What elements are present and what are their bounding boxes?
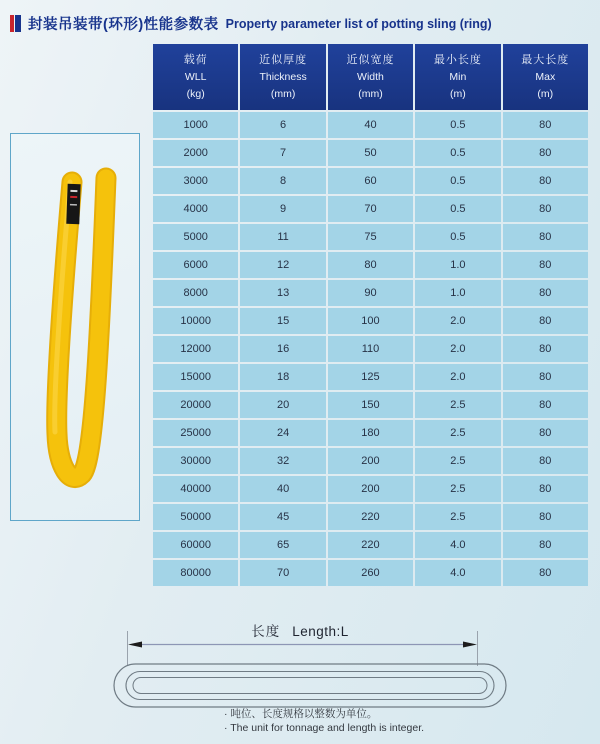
- table-cell: 50: [328, 140, 413, 166]
- table-cell: 90: [328, 280, 413, 306]
- sling-label-tag: [66, 184, 80, 224]
- table-cell: 12000: [153, 336, 238, 362]
- table-cell: 4.0: [415, 532, 500, 558]
- table-row: [153, 224, 588, 250]
- table-row: [153, 336, 588, 362]
- table-cell: 100: [328, 308, 413, 334]
- note-en: · The unit for tonnage and length is integer.: [224, 722, 425, 735]
- table-cell: 80: [503, 364, 588, 390]
- table-cell: 260: [328, 560, 413, 586]
- table-cell: 2.0: [415, 336, 500, 362]
- left-arrowhead-icon: [128, 642, 142, 648]
- spec-table: [151, 42, 590, 588]
- table-cell: 80: [328, 252, 413, 278]
- table-row: [153, 448, 588, 474]
- table-cell: 6000: [153, 252, 238, 278]
- table-row: [153, 532, 588, 558]
- table-cell: 15: [240, 308, 325, 334]
- table-cell: 7: [240, 140, 325, 166]
- table-cell: 9: [240, 196, 325, 222]
- table-row: [153, 308, 588, 334]
- table-cell: 1.0: [415, 252, 500, 278]
- table-cell: 8000: [153, 280, 238, 306]
- table-cell: 24: [240, 420, 325, 446]
- table-cell: 60: [328, 168, 413, 194]
- sling-inner-outline: [133, 678, 487, 694]
- table-cell: 0.5: [415, 168, 500, 194]
- table-cell: 12: [240, 252, 325, 278]
- table-cell: 80: [503, 392, 588, 418]
- table-cell: 16: [240, 336, 325, 362]
- spec-table-header: [153, 44, 588, 110]
- table-row: [153, 560, 588, 586]
- table-row: [153, 140, 588, 166]
- table-cell: 200: [328, 476, 413, 502]
- sling-middle-outline: [126, 672, 494, 700]
- table-cell: 80: [503, 308, 588, 334]
- table-row: [153, 168, 588, 194]
- table-cell: 11: [240, 224, 325, 250]
- table-cell: 80: [503, 168, 588, 194]
- table-cell: 2.5: [415, 420, 500, 446]
- footnotes: [224, 707, 424, 735]
- table-cell: 40: [240, 476, 325, 502]
- table-cell: 40000: [153, 476, 238, 502]
- table-cell: 220: [328, 504, 413, 530]
- table-cell: 20000: [153, 392, 238, 418]
- table-cell: 10000: [153, 308, 238, 334]
- table-cell: 80: [503, 504, 588, 530]
- table-row: [153, 112, 588, 138]
- col-header-thickness: 近似厚度 Thickness (mm): [240, 44, 325, 110]
- table-cell: 80: [503, 252, 588, 278]
- table-row: [153, 280, 588, 306]
- table-row: [153, 476, 588, 502]
- table-cell: 80: [503, 560, 588, 586]
- table-cell: 3000: [153, 168, 238, 194]
- table-cell: 1000: [153, 112, 238, 138]
- col-header-width: 近似宽度 Width (mm): [328, 44, 413, 110]
- table-cell: 2.0: [415, 364, 500, 390]
- table-cell: 80: [503, 140, 588, 166]
- length-dimension-label: 长度 Length:L: [251, 624, 349, 639]
- table-cell: 80: [503, 448, 588, 474]
- table-cell: 80: [503, 196, 588, 222]
- table-cell: 125: [328, 364, 413, 390]
- table-cell: 2.5: [415, 504, 500, 530]
- table-cell: 50000: [153, 504, 238, 530]
- table-cell: 6: [240, 112, 325, 138]
- table-cell: 15000: [153, 364, 238, 390]
- table-cell: 80: [503, 336, 588, 362]
- table-cell: 110: [328, 336, 413, 362]
- table-cell: 45: [240, 504, 325, 530]
- table-cell: 220: [328, 532, 413, 558]
- round-sling-photo: [11, 134, 139, 520]
- product-photo-frame: [10, 133, 140, 521]
- table-cell: 0.5: [415, 224, 500, 250]
- table-cell: 80: [503, 532, 588, 558]
- spec-table-body: [153, 112, 588, 586]
- table-cell: 2000: [153, 140, 238, 166]
- table-cell: 65: [240, 532, 325, 558]
- table-cell: 180: [328, 420, 413, 446]
- table-cell: 80: [503, 112, 588, 138]
- table-cell: 8: [240, 168, 325, 194]
- page-title-en: Property parameter list of potting sling (ring): [225, 16, 492, 31]
- table-cell: 200: [328, 448, 413, 474]
- table-cell: 80: [503, 420, 588, 446]
- table-cell: 20: [240, 392, 325, 418]
- table-cell: 18: [240, 364, 325, 390]
- col-header-max-length: 最大长度 Max (m): [503, 44, 588, 110]
- sling-outer-outline: [114, 664, 506, 707]
- table-cell: 25000: [153, 420, 238, 446]
- table-row: [153, 392, 588, 418]
- table-row: [153, 420, 588, 446]
- table-cell: 80: [503, 280, 588, 306]
- table-row: [153, 364, 588, 390]
- table-cell: 4.0: [415, 560, 500, 586]
- table-cell: 75: [328, 224, 413, 250]
- table-cell: 2.5: [415, 448, 500, 474]
- note-zh: · 吨位、长度规格以整数为单位。: [224, 708, 378, 720]
- table-cell: 1.0: [415, 280, 500, 306]
- page-title-zh: 封装吊装带(环形)性能参数表: [28, 17, 219, 33]
- table-cell: 80: [503, 476, 588, 502]
- table-cell: 30000: [153, 448, 238, 474]
- table-cell: 2.5: [415, 476, 500, 502]
- title-marker-icon: [10, 15, 21, 32]
- right-arrowhead-icon: [463, 642, 477, 648]
- table-cell: 80000: [153, 560, 238, 586]
- table-cell: 2.0: [415, 308, 500, 334]
- table-cell: 60000: [153, 532, 238, 558]
- table-row: [153, 252, 588, 278]
- table-cell: 32: [240, 448, 325, 474]
- page-title-row: [10, 13, 492, 34]
- table-row: [153, 196, 588, 222]
- table-cell: 0.5: [415, 140, 500, 166]
- col-header-wll: 载荷 WLL (kg): [153, 44, 238, 110]
- table-cell: 80: [503, 224, 588, 250]
- table-cell: 0.5: [415, 112, 500, 138]
- table-cell: 40: [328, 112, 413, 138]
- col-header-min-length: 最小长度 Min (m): [415, 44, 500, 110]
- table-cell: 4000: [153, 196, 238, 222]
- table-cell: 70: [328, 196, 413, 222]
- table-cell: 0.5: [415, 196, 500, 222]
- table-cell: 2.5: [415, 392, 500, 418]
- table-cell: 150: [328, 392, 413, 418]
- table-row: [153, 504, 588, 530]
- table-cell: 13: [240, 280, 325, 306]
- table-cell: 5000: [153, 224, 238, 250]
- table-cell: 70: [240, 560, 325, 586]
